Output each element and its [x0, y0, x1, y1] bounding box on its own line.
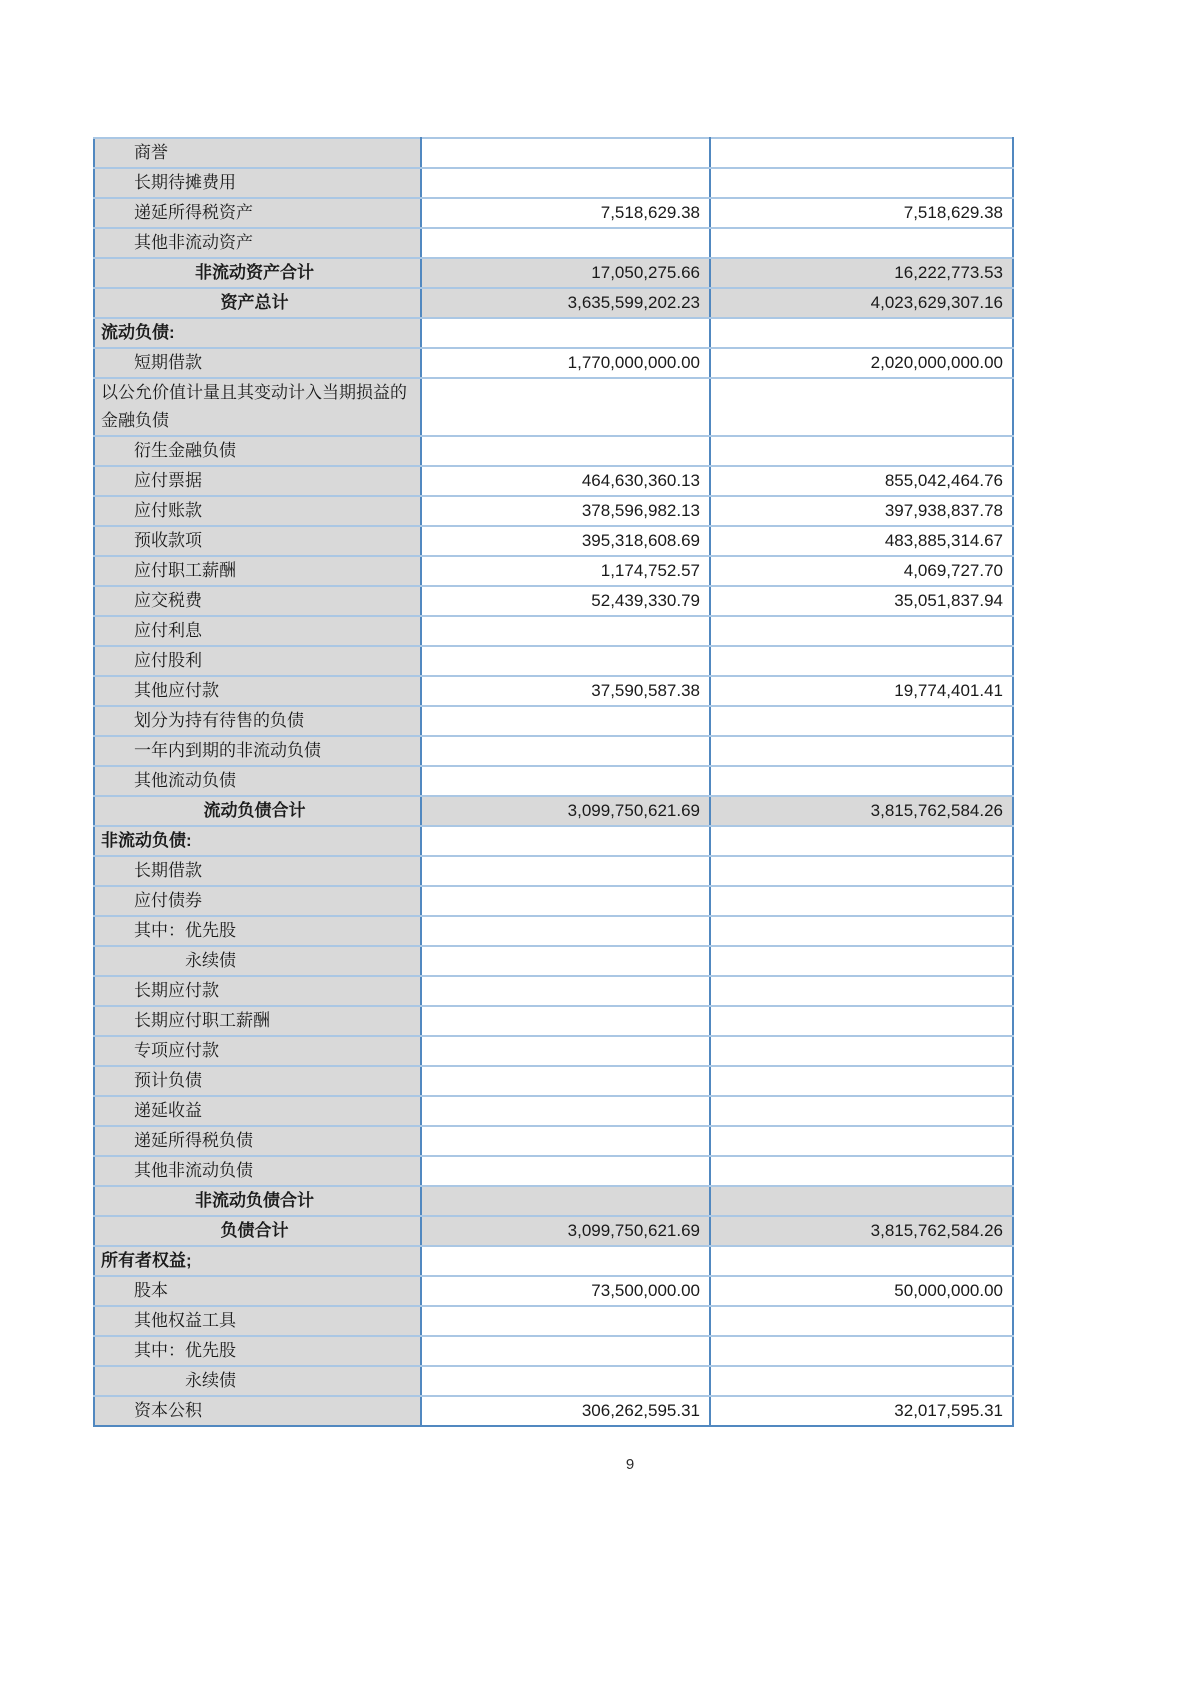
row-label: 所有者权益; [94, 1246, 421, 1276]
table-row [94, 1126, 1013, 1156]
row-value-1 [421, 228, 710, 258]
row-label: 应付利息 [94, 616, 421, 646]
row-value-2: 4,069,727.70 [710, 556, 1013, 586]
row-value-2 [710, 706, 1013, 736]
row-label: 应付债券 [94, 886, 421, 916]
row-value-2 [710, 1246, 1013, 1276]
row-value-2: 4,023,629,307.16 [710, 288, 1013, 318]
row-value-2 [710, 646, 1013, 676]
table-row [94, 1036, 1013, 1066]
row-value-1: 17,050,275.66 [421, 258, 710, 288]
row-value-1 [421, 1066, 710, 1096]
row-label: 应交税费 [94, 586, 421, 616]
row-value-1 [421, 766, 710, 796]
row-value-1 [421, 318, 710, 348]
table-row [94, 228, 1013, 258]
row-value-2 [710, 318, 1013, 348]
row-label: 流动负债合计 [94, 796, 421, 826]
balance-sheet-body [94, 138, 1013, 1426]
row-value-2 [710, 1336, 1013, 1366]
row-value-2 [710, 736, 1013, 766]
row-value-1 [421, 706, 710, 736]
row-value-2 [710, 1186, 1013, 1216]
table-row [94, 1306, 1013, 1336]
row-label: 流动负债: [94, 318, 421, 348]
row-value-1: 3,635,599,202.23 [421, 288, 710, 318]
row-value-2: 19,774,401.41 [710, 676, 1013, 706]
table-row [94, 976, 1013, 1006]
row-value-1 [421, 616, 710, 646]
row-label: 永续债 [94, 1366, 421, 1396]
row-label: 应付票据 [94, 466, 421, 496]
row-value-1 [421, 1336, 710, 1366]
row-label: 应付股利 [94, 646, 421, 676]
row-value-1: 37,590,587.38 [421, 676, 710, 706]
row-label: 永续债 [94, 946, 421, 976]
row-value-1 [421, 916, 710, 946]
row-value-1: 52,439,330.79 [421, 586, 710, 616]
row-value-1: 378,596,982.13 [421, 496, 710, 526]
row-label: 递延所得税资产 [94, 198, 421, 228]
table-row [94, 706, 1013, 736]
table-row [94, 586, 1013, 616]
row-value-1 [421, 976, 710, 1006]
row-value-2 [710, 1066, 1013, 1096]
row-label: 其他非流动资产 [94, 228, 421, 258]
row-label: 预收款项 [94, 526, 421, 556]
row-value-2 [710, 168, 1013, 198]
table-row [94, 796, 1013, 826]
table-row [94, 1366, 1013, 1396]
row-label: 非流动负债合计 [94, 1186, 421, 1216]
row-value-2 [710, 1156, 1013, 1186]
row-value-1 [421, 856, 710, 886]
row-value-2 [710, 1366, 1013, 1396]
table-row [94, 616, 1013, 646]
table-row [94, 378, 1013, 436]
row-value-1 [421, 886, 710, 916]
row-label: 专项应付款 [94, 1036, 421, 1066]
row-value-2 [710, 946, 1013, 976]
row-value-1: 1,174,752.57 [421, 556, 710, 586]
row-value-1 [421, 378, 710, 436]
row-value-1: 395,318,608.69 [421, 526, 710, 556]
balance-sheet-table [93, 137, 1014, 1427]
row-value-2 [710, 886, 1013, 916]
row-value-2: 50,000,000.00 [710, 1276, 1013, 1306]
row-value-2 [710, 1006, 1013, 1036]
row-value-1 [421, 436, 710, 466]
row-label: 其中：优先股 [94, 1336, 421, 1366]
row-label: 应付账款 [94, 496, 421, 526]
row-value-2 [710, 228, 1013, 258]
table-row [94, 766, 1013, 796]
row-value-2 [710, 766, 1013, 796]
table-row [94, 288, 1013, 318]
table-row [94, 556, 1013, 586]
row-label: 长期应付款 [94, 976, 421, 1006]
row-value-2: 483,885,314.67 [710, 526, 1013, 556]
row-value-2: 855,042,464.76 [710, 466, 1013, 496]
row-value-2: 16,222,773.53 [710, 258, 1013, 288]
table-row [94, 826, 1013, 856]
row-label: 递延收益 [94, 1096, 421, 1126]
row-value-2 [710, 856, 1013, 886]
row-value-2: 35,051,837.94 [710, 586, 1013, 616]
table-row [94, 138, 1013, 168]
table-row [94, 496, 1013, 526]
table-row [94, 676, 1013, 706]
row-value-1 [421, 1186, 710, 1216]
row-label: 商誉 [94, 138, 421, 168]
row-label: 预计负债 [94, 1066, 421, 1096]
row-value-2 [710, 616, 1013, 646]
row-value-2: 32,017,595.31 [710, 1396, 1013, 1426]
table-row [94, 1066, 1013, 1096]
table-row [94, 646, 1013, 676]
row-value-2: 2,020,000,000.00 [710, 348, 1013, 378]
row-label: 应付职工薪酬 [94, 556, 421, 586]
row-value-1: 306,262,595.31 [421, 1396, 710, 1426]
row-label: 长期应付职工薪酬 [94, 1006, 421, 1036]
row-label: 递延所得税负债 [94, 1126, 421, 1156]
table-row [94, 946, 1013, 976]
row-label: 股本 [94, 1276, 421, 1306]
table-row [94, 886, 1013, 916]
row-value-1: 3,099,750,621.69 [421, 796, 710, 826]
row-value-2 [710, 916, 1013, 946]
row-value-2 [710, 976, 1013, 1006]
row-value-2 [710, 1126, 1013, 1156]
table-row [94, 168, 1013, 198]
row-value-2 [710, 826, 1013, 856]
row-value-1 [421, 1366, 710, 1396]
row-value-1 [421, 1126, 710, 1156]
table-row [94, 526, 1013, 556]
row-label: 其他权益工具 [94, 1306, 421, 1336]
row-value-1 [421, 1156, 710, 1186]
row-label: 长期借款 [94, 856, 421, 886]
row-label: 划分为持有待售的负债 [94, 706, 421, 736]
table-row [94, 736, 1013, 766]
row-value-1: 7,518,629.38 [421, 198, 710, 228]
row-value-2: 397,938,837.78 [710, 496, 1013, 526]
row-value-1 [421, 1246, 710, 1276]
row-label: 一年内到期的非流动负债 [94, 736, 421, 766]
table-row [94, 1276, 1013, 1306]
row-label: 其他非流动负债 [94, 1156, 421, 1186]
table-row [94, 198, 1013, 228]
row-value-2: 3,815,762,584.26 [710, 1216, 1013, 1246]
row-value-1: 3,099,750,621.69 [421, 1216, 710, 1246]
row-label: 短期借款 [94, 348, 421, 378]
row-label: 资本公积 [94, 1396, 421, 1426]
table-row [94, 1186, 1013, 1216]
table-row [94, 436, 1013, 466]
row-value-1 [421, 168, 710, 198]
row-label: 非流动资产合计 [94, 258, 421, 288]
row-label: 其他应付款 [94, 676, 421, 706]
table-row [94, 1096, 1013, 1126]
row-label: 资产总计 [94, 288, 421, 318]
table-row [94, 1156, 1013, 1186]
row-label: 长期待摊费用 [94, 168, 421, 198]
table-row [94, 1006, 1013, 1036]
row-value-1 [421, 138, 710, 168]
row-value-1 [421, 1096, 710, 1126]
row-value-1: 1,770,000,000.00 [421, 348, 710, 378]
table-row [94, 466, 1013, 496]
table-row [94, 1396, 1013, 1426]
row-label: 非流动负债: [94, 826, 421, 856]
row-label: 其他流动负债 [94, 766, 421, 796]
row-label: 衍生金融负债 [94, 436, 421, 466]
table-row [94, 1336, 1013, 1366]
row-value-2: 7,518,629.38 [710, 198, 1013, 228]
table-row [94, 856, 1013, 886]
row-value-1 [421, 826, 710, 856]
row-label: 负债合计 [94, 1216, 421, 1246]
row-value-2 [710, 1036, 1013, 1066]
table-row [94, 258, 1013, 288]
row-value-1 [421, 736, 710, 766]
table-row [94, 1246, 1013, 1276]
row-value-1 [421, 946, 710, 976]
table-row [94, 318, 1013, 348]
row-value-2 [710, 138, 1013, 168]
row-value-1 [421, 646, 710, 676]
row-value-1: 464,630,360.13 [421, 466, 710, 496]
row-value-2: 3,815,762,584.26 [710, 796, 1013, 826]
row-value-1 [421, 1036, 710, 1066]
row-value-2 [710, 1096, 1013, 1126]
row-value-2 [710, 1306, 1013, 1336]
table-row [94, 1216, 1013, 1246]
row-value-1 [421, 1306, 710, 1336]
row-value-2 [710, 436, 1013, 466]
row-value-2 [710, 378, 1013, 436]
table-row [94, 348, 1013, 378]
row-label: 以公允价值计量且其变动计入当期损益的金融负债 [94, 378, 421, 436]
row-label: 其中：优先股 [94, 916, 421, 946]
row-value-1 [421, 1006, 710, 1036]
table-row [94, 916, 1013, 946]
page-number: 9 [625, 1456, 635, 1473]
row-value-1: 73,500,000.00 [421, 1276, 710, 1306]
